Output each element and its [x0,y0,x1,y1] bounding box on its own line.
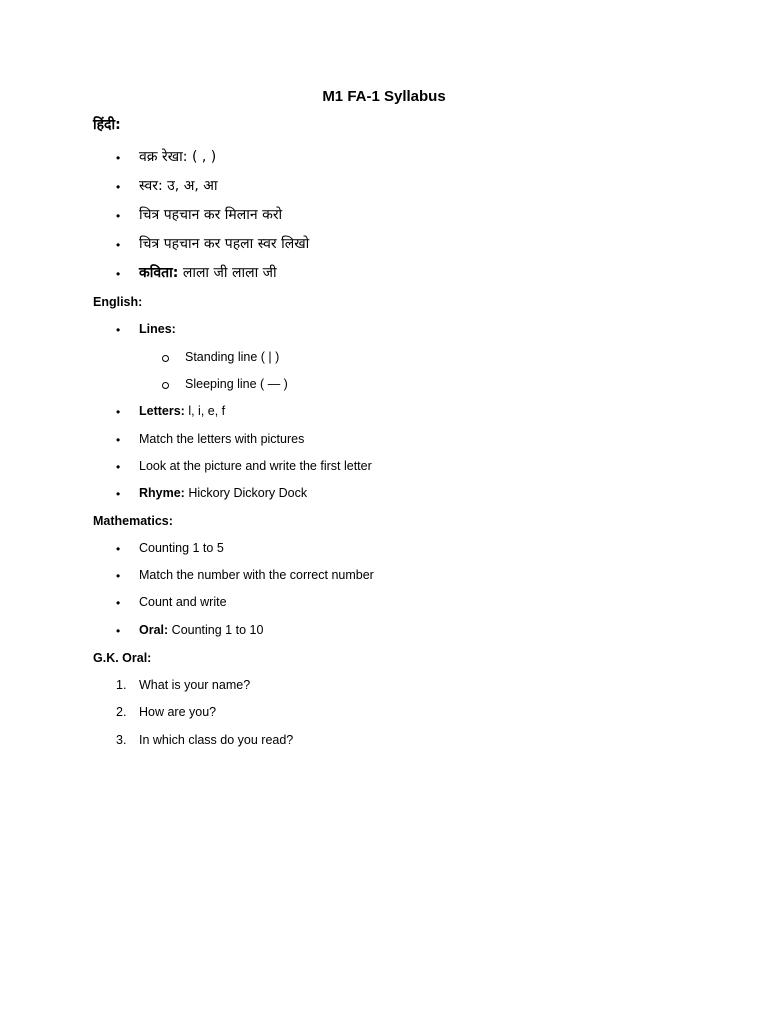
letters-text: l, i, e, f [184,404,226,418]
gk-item-1: What is your name? [139,678,251,692]
gk-number-2: 2. [116,705,127,719]
gk-number-3: 3. [116,733,127,747]
english-item-match: Match the letters with pictures [139,432,305,446]
english-item-look: Look at the picture and write the first letter [139,459,372,473]
oral-text: Counting 1 to 10 [168,623,264,637]
gk-number-1: 1. [116,678,127,692]
letters-label: Letters: [139,404,185,418]
bullet-icon: • [116,596,121,610]
poem-text: लाला जी लाला जी [178,265,277,281]
rhyme-label: Rhyme: [139,486,185,500]
math-item-2: Match the number with the correct number [139,568,374,582]
oral-label: Oral: [139,623,169,637]
english-heading: English: [93,295,143,309]
bullet-icon: • [116,624,121,638]
poem-label: कविता: [139,265,179,281]
hindi-item-3: चित्र पहचान कर मिलान करो [139,207,283,223]
bullet-icon: • [116,460,121,474]
rhyme-item [139,487,307,500]
bullet-icon: • [116,151,121,165]
bullet-icon: • [116,209,121,223]
bullet-icon: • [116,405,121,419]
mathematics-heading: Mathematics: [93,514,173,528]
math-item-1: Counting 1 to 5 [139,541,224,555]
bullet-icon: • [116,487,121,501]
hindi-item-1: वक्र रेखा: ( , ) [139,149,217,165]
hindi-heading: हिंदी: [93,117,121,133]
bullet-icon: • [116,238,121,252]
math-item-3: Count and write [139,595,227,609]
lines-label: Lines: [139,322,176,336]
bullet-icon: • [116,433,121,447]
gk-item-2: How are you? [139,705,217,719]
bullet-icon: • [116,323,121,337]
gk-heading: G.K. Oral: [93,651,152,665]
bullet-icon: • [116,267,121,281]
gk-item-3: In which class do you read? [139,733,294,747]
sub-item-standing-line: Standing line ( | ) [185,350,280,364]
hindi-item-5 [139,266,277,280]
bullet-icon: • [116,542,121,556]
letters-item [139,405,225,418]
hindi-item-4: चित्र पहचान कर पहला स्वर लिखो [139,236,310,252]
oral-item [139,624,263,637]
hindi-item-2: स्वर: उ, अ, आ [139,178,218,194]
bullet-icon: • [116,569,121,583]
sub-item-sleeping-line: Sleeping line ( — ) [185,377,288,391]
rhyme-text: Hickory Dickory Dock [184,486,308,500]
circle-bullet-icon [162,355,169,362]
bullet-icon: • [116,180,121,194]
page-title: M1 FA-1 Syllabus [322,88,446,105]
circle-bullet-icon [162,382,169,389]
